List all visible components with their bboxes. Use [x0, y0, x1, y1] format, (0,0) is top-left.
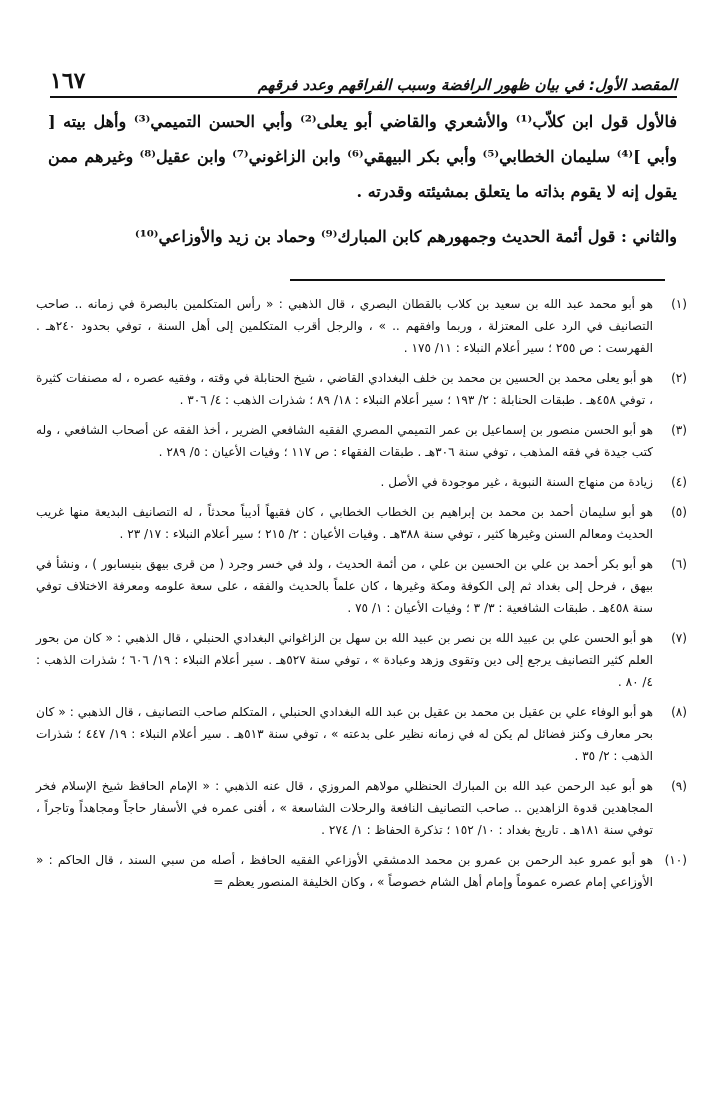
main-paragraph-1: فالأول قول ابن كلاّب⁽¹⁾ والأشعري والقاضي أبو يعلى⁽²⁾ وأبي الحسن التميمي⁽³⁾ وأهل بيته [ وأبي ]⁽⁴⁾ سليمان الخطابي⁽⁵⁾ وأبي بكر البيهقي⁽⁶⁾ وابن الزاغوني⁽⁷⁾ وابن عقيل⁽⁸⁾ وغيرهم ممن يقول إنه لا يقوم بذاته ما يتعلق بمشيئته وقدرته . — [48, 112, 678, 201]
footnote — [36, 775, 687, 841]
footnote-number: (٦) — [671, 557, 687, 571]
footnote-number: (٧) — [671, 631, 687, 645]
footnote-text: هو أبو سليمان أحمد بن محمد بن إبراهيم بن الخطاب الخطابي ، كان فقيهاً أديباً محدثاً ، له التصانيف البديعة منها غريب الحديث ومعالم السنن وغيرها كثير ، توفي سنة ٣٨٨هـ . وفيات الأعيان : ٢/ ٢١٥ ؛ سير أعلام النبلاء : ١٧/ ٢٣ . — [36, 505, 653, 541]
footnote — [36, 419, 687, 463]
footnote — [36, 553, 687, 619]
footnote-number: (١) — [671, 297, 687, 311]
footnote-text: هو أبو بكر أحمد بن علي بن الحسين بن علي ، من أئمة الحديث ، ولد في خسر وجرد ( من قرى بيهق بنيسابور ) ، ونشأ في بيهق ، فرحل إلى بغداد ثم إلى الكوفة ومكة وغيرها ، كان علماً بالحديث والفقه ، على سعة علومه ومعرفة الاختلاف توفي سنة ٤٥٨هـ . طبقات الشافعية : ٣/ ٣ ؛ وفيات الأعيان : ١/ ٧٥ . — [36, 557, 653, 615]
footnote — [36, 501, 687, 545]
footnote-text: هو أبو محمد عبد الله بن سعيد بن كلاب بالقطان البصري ، قال الذهبي : « رأس المتكلمين بالبصرة في زمانه .. صاحب التصانيف في الرد على المعتزلة ، وربما وافقهم .. » ، والرجل أقرب المتكلمين إلى أهل السنة ، توفي بحدود ٢٤٠هـ . الفهرست : ص ٢٥٥ ؛ سير أعلام النبلاء : ١١/ ١٧٥ . — [36, 297, 653, 355]
footnote-number: (١٠) — [664, 853, 687, 867]
footnote-number: (٤) — [671, 475, 687, 489]
footnote — [36, 701, 687, 767]
footnote — [36, 627, 687, 693]
footnote-number: (٣) — [671, 423, 687, 437]
footnote — [36, 849, 687, 893]
footnote-number: (٩) — [671, 779, 687, 793]
main-paragraph-2: والثاني : قول أئمة الحديث وجمهورهم كابن المبارك⁽⁹⁾ وحماد بن زيد والأوزاعي⁽¹⁰⁾ — [134, 227, 677, 246]
page-number: ١٦٧ — [50, 68, 86, 94]
footnote-text: هو أبو عمرو عبد الرحمن بن عمرو بن محمد الدمشقي الأوزاعي الفقيه الحافظ ، أصله من سبي السند ، قال الحاكم : « الأوزاعي إمام عصره عموماً وإمام أهل الشام خصوصاً » ، وكان الخليفة المنصور يعظم = — [36, 853, 653, 889]
footnote-number: (٨) — [671, 705, 687, 719]
footnote — [36, 471, 687, 493]
footnote-text: هو أبو الحسن علي بن عبيد الله بن نصر بن عبيد الله بن سهل بن الزاغواني البغدادي الحنبلي ، قال الذهبي : « كان من بحور العلم كثير التصانيف يرجع إلى دين وتقوى وزهد وعبادة » ، توفي سنة ٥٢٧هـ . سير أعلام النبلاء : ١٩/ ٦٠٦ ؛ شذرات الذهب : ٤/ ٨٠ . — [36, 631, 654, 689]
footnote-text: هو أبو يعلى محمد بن الحسين بن محمد بن خلف البغدادي القاضي ، شيخ الحنابلة في وقته ، وفقيه عصره ، له مصنفات كثيرة ، توفي ٤٥٨هـ . طبقات الحنابلة : ٢/ ١٩٣ ؛ سير أعلام النبلاء : ١٨/ ٨٩ ؛ شذرات الذهب : ٤/ ٣٠٦ . — [36, 371, 653, 407]
footnote-separator — [290, 279, 665, 281]
running-title: المقصد الأول: في بيان ظهور الرافضة وسبب الفراقهم وعدد فرقهم — [257, 76, 677, 94]
footnote — [36, 293, 687, 359]
footnote — [36, 367, 687, 411]
footnote-text: زيادة من منهاج السنة النبوية ، غير موجودة في الأصل . — [380, 475, 653, 489]
footnote-text: هو أبو الحسن منصور بن إسماعيل بن عمر التميمي المصري الفقيه الشافعي الضرير ، أخذ الفقه عن أصحاب الشافعي ، وله كتب جيدة في فقه المذهب ، توفي سنة ٣٠٦هـ . طبقات الفقهاء : ص ١١٧ ؛ وفيات الأعيان : ٥/ ٢٨٩ . — [36, 423, 653, 459]
footnote-text: هو أبو عبد الرحمن عبد الله بن المبارك الحنظلي مولاهم المروزي ، قال عنه الذهبي : « الإمام الحافظ شيخ الإسلام فخر المجاهدين قدوة الزاهدين .. صاحب التصانيف النافعة والرحلات الشاسعة » ، أفنى عمره في الأسفار حاجاً ومجاهداً وتاجراً ، توفي سنة ١٨١هـ . تاريخ بغداد : ١٠/ ١٥٢ ؛ تذكرة الحفاظ : ١/ ٢٧٤ . — [36, 779, 653, 837]
page-header — [50, 60, 677, 98]
footnotes — [36, 293, 687, 901]
footnote-number: (٢) — [671, 371, 687, 385]
footnote-text: هو أبو الوفاء علي بن عقيل بن محمد بن عقيل بن عبد الله البغدادي الحنبلي ، المتكلم صاحب التصانيف ، قال الذهبي : « كان بحر معارف وكنز فضائل لم يكن له في زمانه نظير على بدعته » ، توفي سنة ٥١٣هـ . سير أعلام النبلاء : ١٩/ ٤٤٧ ؛ شذرات الذهب : ٢/ ٣٥ . — [36, 705, 653, 763]
main-text — [48, 104, 677, 254]
footnote-number: (٥) — [671, 505, 687, 519]
